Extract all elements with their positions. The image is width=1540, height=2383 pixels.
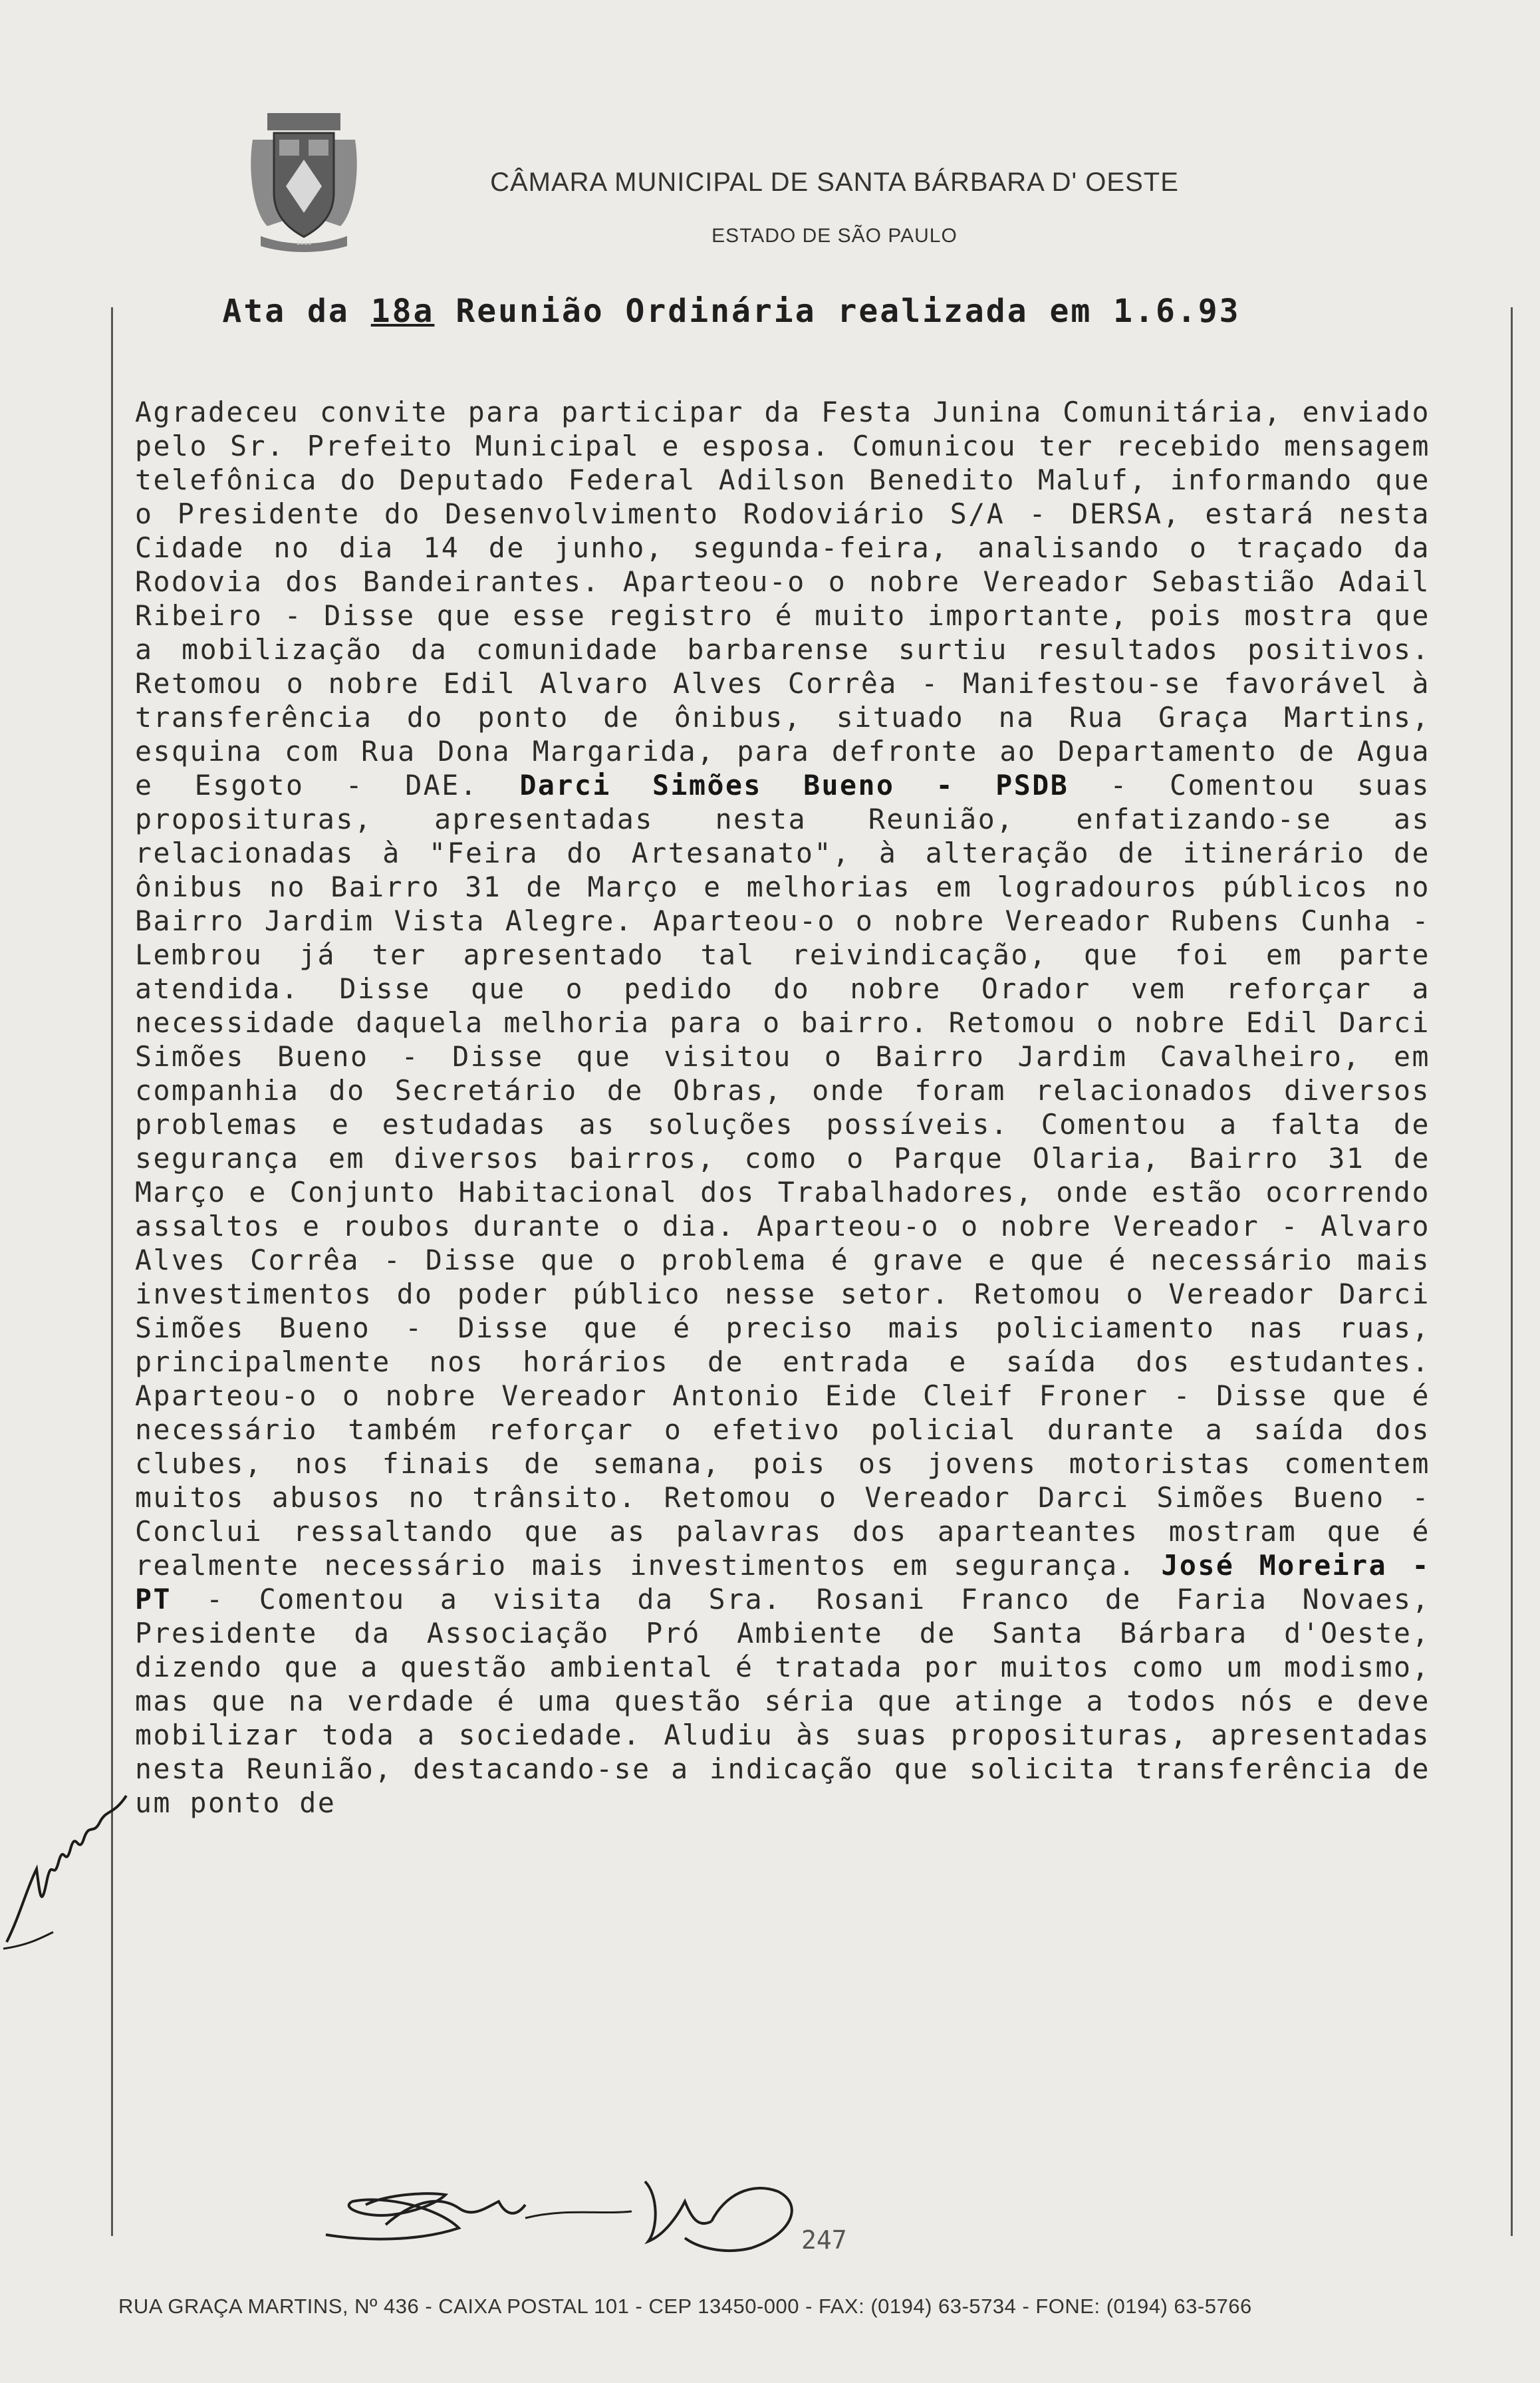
title-prefix: Ata da — [222, 293, 350, 330]
title-suffix: Reunião Ordinária realizada em 1.6.93 — [455, 293, 1241, 330]
municipal-crest-icon — [247, 113, 360, 256]
svg-text:1818: 1818 — [296, 240, 312, 247]
footer-address: RUA GRAÇA MARTINS, Nº 436 - CAIXA POSTAL 101 - CEP 13450-000 - FAX: (0194) 63-5734 - FONE: (0194) 63-5766 — [118, 2295, 1252, 2318]
speaker-name-1: Darci Simões Bueno - PSDB — [519, 769, 1069, 801]
body-paragraph-1: Agradeceu convite para participar da Festa Junina Comunitária, enviado pelo Sr. Prefeito Municipal e esposa. Comunicou ter recebido mensagem telefônica do Deputado Federal Adilson Benedito Maluf, informando que o Presidente do Desenvolvimento Rodoviário S/A - DERSA, estará nesta Cidade no dia 14 de junho, segunda-feira, analisando o traçado da Rodovia dos Bandeirantes. Aparteou-o o nobre Vereador Sebastião Adail Ribeiro - Disse que esse registro é muito importante, pois mostra que a mobilização da comunidade barbarense surtiu resultados positivos. Retomou o nobre Edil Alvaro Alves Corrêa - Manifestou-se favorável à transferência do ponto de ônibus, situado na Rua Graça Martins, esquina com Rua Dona Margarida, para defronte ao Departamento de Agua e Esgoto - DAE. — [135, 396, 1430, 801]
body-paragraph-2: - Comentou suas proposituras, apresentadas nesta Reunião, enfatizando-se as relacionadas à "Feira do Artesanato", à alteração de itinerário de ônibus no Bairro 31 de Março e melhorias em logradouros públicos no Bairro Jardim Vista Alegre. Aparteou-o o nobre Vereador Rubens Cunha - Lembrou já ter apresentado tal reivindicação, que foi em parte atendida. Disse que o pedido do nobre Orador vem reforçar a necessidade daquela melhoria para o bairro. Retomou o nobre Edil Darci Simões Bueno - Disse que visitou o Bairro Jardim Cavalheiro, em companhia do Secretário de Obras, onde foram relacionados diversos problemas e estudadas as soluções possíveis. Comentou a falta de segurança em diversos bairros, como o Parque Olaria, Bairro 31 de Março e Conjunto Habitacional dos Trabalhadores, onde estão ocorrendo assaltos e roubos durante o dia. Aparteou-o o nobre Vereador - Alvaro Alves Corrêa - Disse que o problema é grave e que é necessário mais investimentos do poder público nesse setor. Retomou o Vereador Darci Simões Bueno - Disse que é preciso mais policiamento nas ruas, principalmente nos horários de entrada e saída dos estudantes. Aparteou-o o nobre Vereador Antonio Eide Cleif Froner - Disse que é necessário também reforçar o efetivo policial durante a saída dos clubes, nos finais de semana, pois os jovens motoristas comentem muitos abusos no trânsito. Retomou o Vereador Darci Simões Bueno - Conclui ressaltando que as palavras dos aparteantes mostram que é realmente necessário mais investimentos em segurança. — [135, 769, 1430, 1582]
page-number: 247 — [801, 2225, 847, 2255]
minutes-title — [133, 293, 1330, 330]
title-ordinal: 18a — [370, 293, 435, 330]
officials-signatures — [286, 2155, 831, 2261]
state-name: ESTADO DE SÃO PAULO — [711, 225, 958, 247]
speaker-name-2: José Moreira - PT — [135, 1549, 1430, 1615]
body-paragraph-3: - Comentou a visita da Sra. Rosani Franco de Faria Novaes, Presidente da Associação Pró Ambiente de Santa Bárbara d'Oeste, dizendo que a questão ambiental é tratada por muitos como um modismo, mas que na verdade é uma questão séria que atinge a todos nós e deve mobilizar toda a sociedade. Aludiu às suas proposituras, apresentadas nesta Reunião, destacando-se a indicação que solicita transferência de um ponto de — [135, 1583, 1430, 1819]
right-margin-rule — [1511, 307, 1513, 2236]
margin-initials-signature — [0, 1782, 133, 1955]
institution-name: CÂMARA MUNICIPAL DE SANTA BÁRBARA D' OESTE — [490, 168, 1179, 197]
minutes-body — [135, 395, 1430, 1820]
